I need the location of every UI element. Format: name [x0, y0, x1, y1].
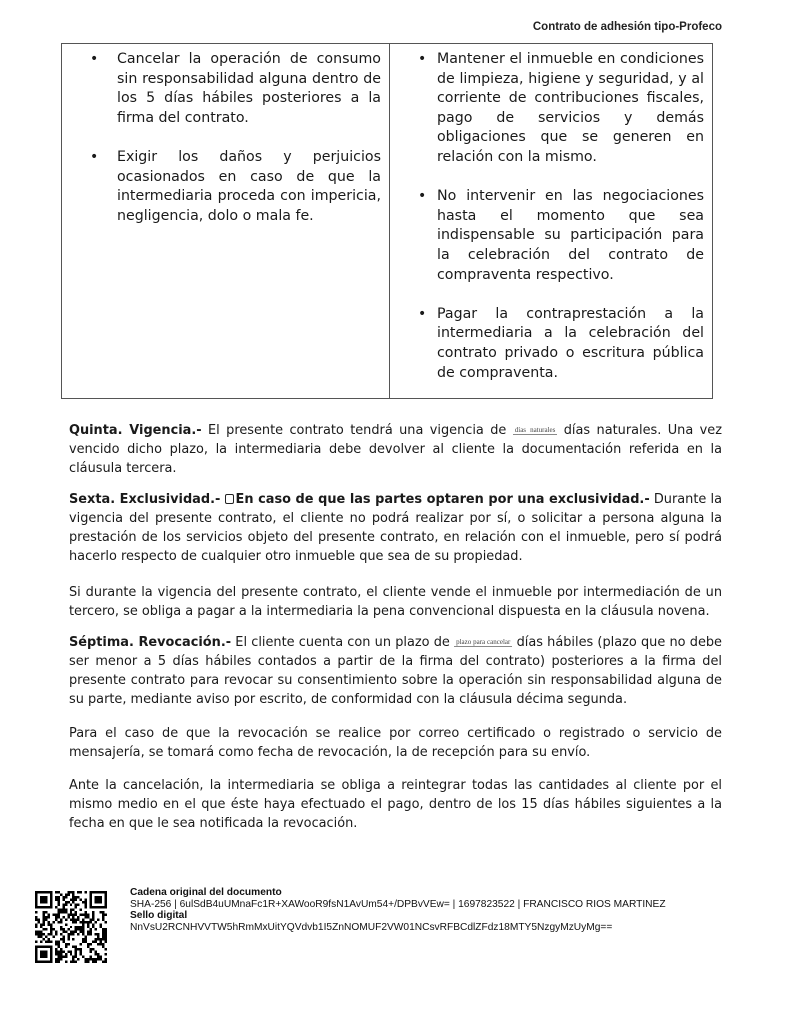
clause-sexta [69, 490, 722, 566]
signature-metadata [130, 887, 666, 933]
clause-heading: Séptima. Revocación.- [69, 635, 232, 650]
clause-text: días naturales. Una vez vencido dicho plazo, la intermediaria debe devolver al cliente la documentación referida en la cláusula tercera. [69, 423, 722, 476]
sello-digital-value: NnVsU2RCNHVVTW5hRmMxUitYQVdvb1I5ZnNOMUF2VW01NCsvRFBCdlZFdz18MTY5NzgyMzUyMg== [130, 921, 613, 933]
exclusivity-option-label: En caso de que las partes optaren por una exclusividad.- [235, 492, 650, 507]
sello-digital-label: Sello digital [130, 910, 188, 921]
table-left-column [62, 44, 390, 398]
list-item: • Pagar la contraprestación a la intermediaria a la celebración del contrato privado o escritura pública de compraventa. [398, 305, 704, 383]
clause-sexta-paragraph-2: Si durante la vigencia del presente contrato, el cliente vende el inmueble por intermediación de un tercero, se obliga a pagar a la intermediaria la pena convencional dispuesta en la cláusula novena. [69, 585, 722, 619]
qr-code-icon [35, 891, 107, 963]
clause-septima-paragraph-2: Para el caso de que la revocación se realice por correo certificado o registrado o servicio de mensajería, se tomará como fecha de revocación, la de recepción para su envío. [69, 726, 722, 760]
left-bullet-list [70, 50, 381, 226]
clause-quinta [69, 421, 722, 478]
clause-septima [69, 633, 722, 709]
list-item: • Exigir los daños y perjuicios ocasionados en caso de que la intermediaria proceda con impericia, negligencia, dolo o mala fe. [70, 148, 381, 226]
clause-text: días hábiles (plazo que no debe ser menor a 5 días hábiles contados a partir de la firma del contrato) posteriores a la firma del presente contrato para revocar su consentimiento sobre la operación sin responsabilidad alguna de su parte, mediante aviso por escrito, de conformidad con la cláusula décima segunda. [69, 635, 722, 707]
document-footer [35, 887, 755, 967]
cadena-original-value: SHA-256 | 6ulSdB4uUMnaFc1R+XAWooR9fsN1AvUm54+/DPBvVEw= | 1697823522 | FRANCISCO RIOS MARTINEZ [130, 898, 666, 910]
list-item: • Mantener el inmueble en condiciones de limpieza, higiene y seguridad, y al corriente de contribuciones fiscales, pago de servicios y demás obligaciones que se generen en relación con la mismo. [398, 50, 704, 168]
clause-septima-paragraph-3: Ante la cancelación, la intermediaria se obliga a reintegrar todas las cantidades al cliente por el mismo medio en el que éste haya efectuado el pago, dentro de los 15 días hábiles siguientes a la fecha en que le sea notificada la revocación. [69, 778, 722, 831]
clause-heading: Quinta. Vigencia.- [69, 423, 202, 438]
fill-field-dias-naturales[interactable]: días naturales [514, 426, 556, 434]
exclusivity-checkbox[interactable] [225, 494, 234, 504]
clause-text: Durante la vigencia del presente contrato, el cliente no podrá realizar por sí, o solicitar a persona alguna la prestación de los servicios objeto del presente contrato, en relación con el inmueble, pero sí podrá hacerlo respecto de cualquier otro inmueble que sea de su propiedad. [69, 492, 722, 564]
clause-heading: Sexta. Exclusividad.- [69, 492, 221, 507]
clause-text: El presente contrato tendrá una vigencia de [208, 423, 507, 438]
cadena-original-label: Cadena original del documento [130, 887, 282, 898]
table-right-column [390, 44, 712, 398]
clause-text: El cliente cuenta con un plazo de [235, 635, 450, 650]
list-item: • No intervenir en las negociaciones hasta el momento que sea indispensable su participación para la celebración del contrato de compraventa respectivo. [398, 187, 704, 285]
list-item: • Cancelar la operación de consumo sin responsabilidad alguna dentro de los 5 días hábiles posteriores a la firma del contrato. [70, 50, 381, 128]
fill-field-plazo-cancelar[interactable]: plazo para cancelar [456, 638, 511, 646]
obligations-table [61, 43, 713, 399]
document-header-title: Contrato de adhesión tipo-Profeco [532, 21, 722, 33]
right-bullet-list [398, 50, 704, 383]
